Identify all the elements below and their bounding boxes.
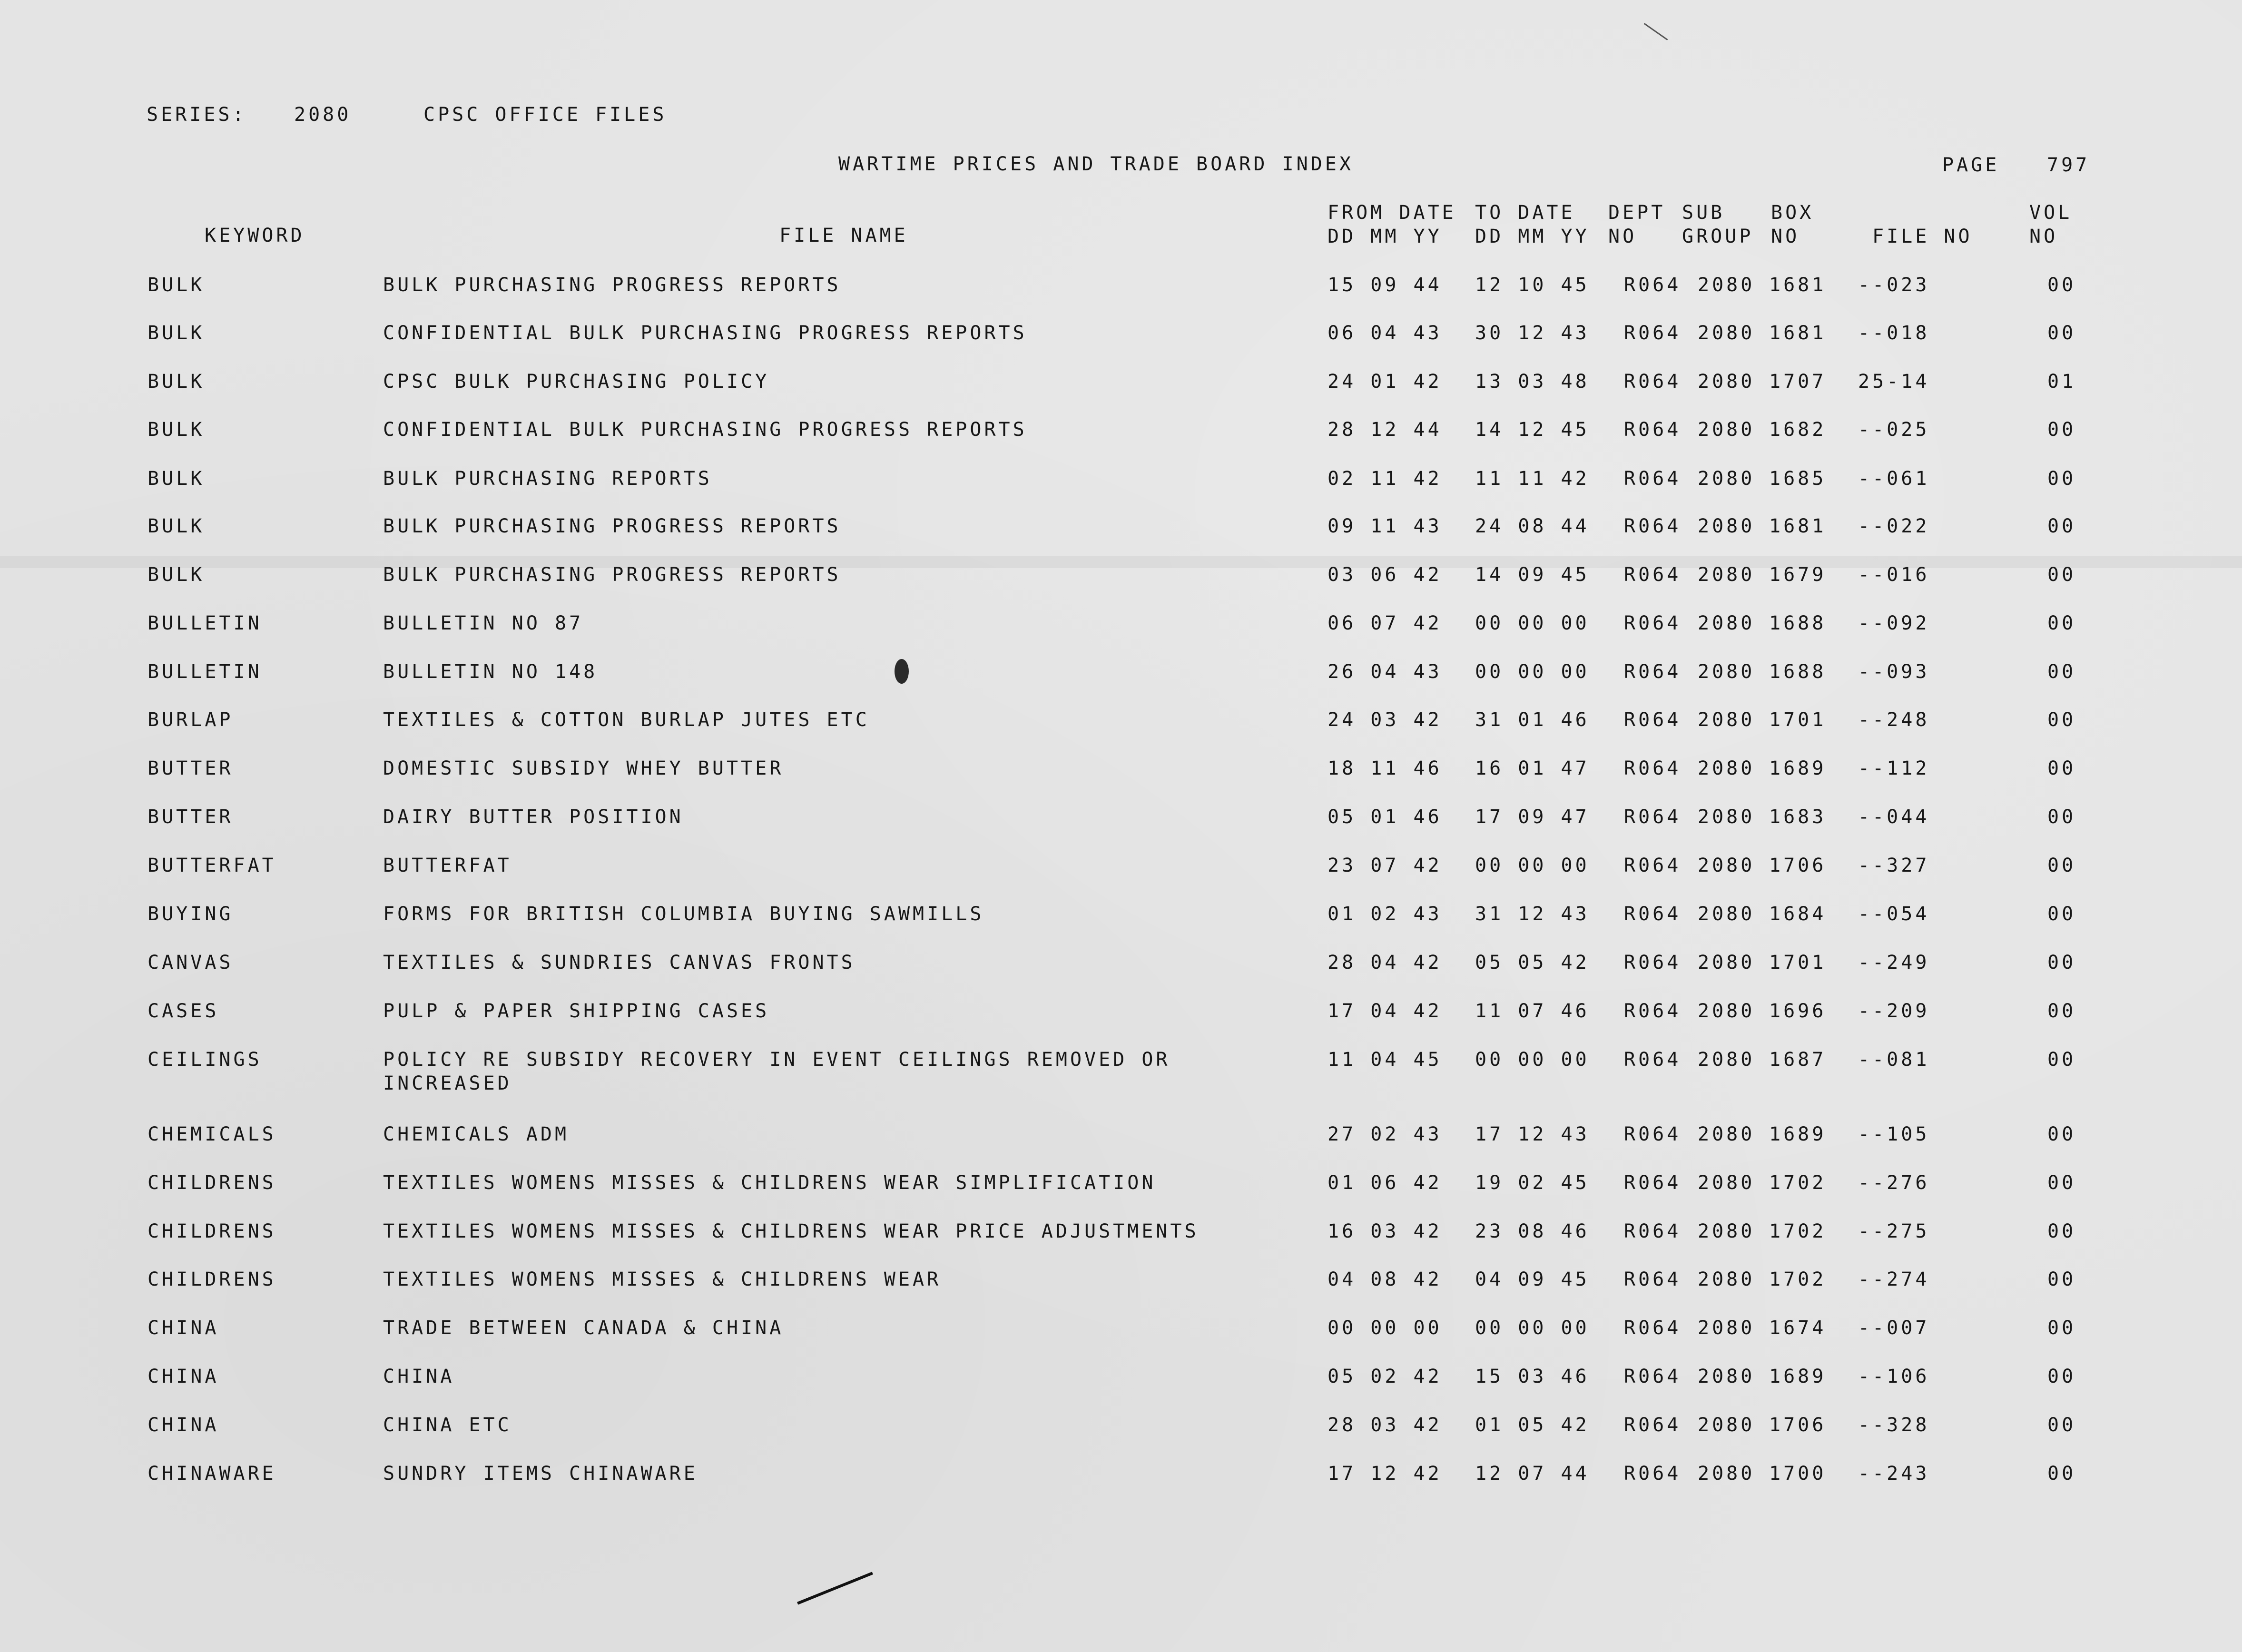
from-date-cell: 09 11 43 (1328, 515, 1442, 537)
group-cell: 2080 (1698, 1366, 1755, 1387)
keyword-cell: CHINAWARE (148, 1463, 276, 1485)
from-date-cell: 17 12 42 (1328, 1463, 1442, 1485)
file-no-cell: --328 (1858, 1414, 1930, 1436)
series-number: 2080 (294, 104, 352, 126)
from-date-cell: 28 12 44 (1328, 419, 1442, 441)
to-date-cell: 11 11 42 (1475, 468, 1590, 490)
vol-cell: 00 (2047, 274, 2076, 296)
file-name-cell: TEXTILES WOMENS MISSES & CHILDRENS WEAR SIMPLIFICATION (383, 1172, 1156, 1194)
file-no-cell: --248 (1858, 709, 1930, 731)
keyword-cell: BULLETIN (148, 612, 262, 634)
from-date-cell: 28 04 42 (1328, 952, 1442, 974)
table-row (0, 855, 2242, 902)
vol-cell: 00 (2047, 1220, 2076, 1242)
page-number: 797 (2047, 154, 2090, 176)
group-cell: 2080 (1698, 274, 1755, 296)
series-label: SERIES: (147, 104, 247, 126)
header-dept: DEPT (1608, 202, 1666, 224)
table-row (0, 564, 2242, 611)
keyword-cell: BURLAP (148, 709, 234, 731)
dept-cell: R064 (1624, 903, 1682, 925)
group-cell: 2080 (1698, 1220, 1755, 1242)
to-date-cell: 19 02 45 (1475, 1172, 1590, 1194)
file-no-cell: --105 (1858, 1123, 1930, 1145)
dept-cell: R064 (1624, 1123, 1682, 1145)
file-no-cell: --007 (1858, 1317, 1930, 1339)
keyword-cell: CHEMICALS (148, 1123, 276, 1145)
group-cell: 2080 (1698, 903, 1755, 925)
box-cell: 1681 (1769, 274, 1827, 296)
group-cell: 2080 (1698, 1049, 1755, 1071)
keyword-cell: CHINA (148, 1366, 219, 1387)
group-cell: 2080 (1698, 1123, 1755, 1145)
to-date-cell: 30 12 43 (1475, 322, 1590, 344)
keyword-cell: CHILDRENS (148, 1172, 276, 1194)
box-cell: 1684 (1769, 903, 1827, 925)
dept-cell: R064 (1624, 419, 1682, 441)
file-no-cell: --276 (1858, 1172, 1930, 1194)
dept-cell: R064 (1624, 564, 1682, 586)
vol-cell: 00 (2047, 661, 2076, 683)
to-date-cell: 14 12 45 (1475, 419, 1590, 441)
dept-cell: R064 (1624, 322, 1682, 344)
vol-cell: 00 (2047, 903, 2076, 925)
vol-cell: 00 (2047, 806, 2076, 828)
file-no-cell: --044 (1858, 806, 1930, 828)
file-name-cell: CONFIDENTIAL BULK PURCHASING PROGRESS REPORTS (383, 322, 1027, 344)
file-name-cell: DOMESTIC SUBSIDY WHEY BUTTER (383, 757, 784, 779)
dept-cell: R064 (1624, 1414, 1682, 1436)
to-date-cell: 16 01 47 (1475, 757, 1590, 779)
group-cell: 2080 (1698, 661, 1755, 683)
dept-cell: R064 (1624, 1049, 1682, 1071)
group-cell: 2080 (1698, 952, 1755, 974)
header-from-date: FROM DATE (1328, 202, 1456, 224)
group-cell: 2080 (1698, 806, 1755, 828)
table-row (0, 1049, 2242, 1120)
header-file-no: FILE NO (1872, 226, 1973, 247)
dept-cell: R064 (1624, 1268, 1682, 1290)
keyword-cell: CANVAS (148, 952, 234, 974)
vol-cell: 00 (2047, 1172, 2076, 1194)
vol-cell: 00 (2047, 419, 2076, 441)
box-cell: 1683 (1769, 806, 1827, 828)
file-name-cell: TEXTILES & SUNDRIES CANVAS FRONTS (383, 952, 856, 974)
ink-blot (895, 659, 909, 684)
to-date-cell: 12 10 45 (1475, 274, 1590, 296)
table-row (0, 952, 2242, 999)
file-name-cell: TEXTILES WOMENS MISSES & CHILDRENS WEAR (383, 1268, 942, 1290)
to-date-cell: 24 08 44 (1475, 515, 1590, 537)
dept-cell: R064 (1624, 1366, 1682, 1387)
box-cell: 1702 (1769, 1220, 1827, 1242)
group-cell: 2080 (1698, 1317, 1755, 1339)
vol-cell: 00 (2047, 468, 2076, 490)
vol-cell: 00 (2047, 952, 2076, 974)
file-name-cell: BULK PURCHASING PROGRESS REPORTS (383, 515, 841, 537)
header-to-date: TO DATE (1475, 202, 1575, 224)
table-row (0, 709, 2242, 757)
group-cell: 2080 (1698, 564, 1755, 586)
group-cell: 2080 (1698, 515, 1755, 537)
from-date-cell: 18 11 46 (1328, 757, 1442, 779)
file-no-cell: --274 (1858, 1268, 1930, 1290)
file-name-cell: BUTTERFAT (383, 855, 512, 876)
vol-cell: 00 (2047, 1463, 2076, 1485)
file-name-cell: CHINA (383, 1366, 455, 1387)
keyword-cell: CEILINGS (148, 1049, 262, 1071)
vol-cell: 00 (2047, 1414, 2076, 1436)
box-cell: 1706 (1769, 855, 1827, 876)
file-no-cell: 25-14 (1858, 371, 1930, 393)
from-date-cell: 05 01 46 (1328, 806, 1442, 828)
dept-cell: R064 (1624, 612, 1682, 634)
table-row (0, 1000, 2242, 1048)
group-cell: 2080 (1698, 371, 1755, 393)
keyword-cell: BULK (148, 419, 205, 441)
from-date-cell: 01 02 43 (1328, 903, 1442, 925)
file-no-cell: --209 (1858, 1000, 1930, 1022)
table-row (0, 1414, 2242, 1462)
group-cell: 2080 (1698, 1463, 1755, 1485)
table-row (0, 757, 2242, 805)
vol-cell: 00 (2047, 515, 2076, 537)
keyword-cell: CHINA (148, 1317, 219, 1339)
box-cell: 1696 (1769, 1000, 1827, 1022)
box-cell: 1687 (1769, 1049, 1827, 1071)
dept-cell: R064 (1624, 371, 1682, 393)
file-no-cell: --025 (1858, 419, 1930, 441)
from-date-cell: 16 03 42 (1328, 1220, 1442, 1242)
from-date-cell: 28 03 42 (1328, 1414, 1442, 1436)
keyword-cell: BUTTERFAT (148, 855, 276, 876)
table-row (0, 1268, 2242, 1316)
keyword-cell: BUYING (148, 903, 234, 925)
file-no-cell: --081 (1858, 1049, 1930, 1071)
dept-cell: R064 (1624, 468, 1682, 490)
header-to-dd-mm-yy: DD MM YY (1475, 226, 1590, 247)
table-row (0, 1366, 2242, 1413)
keyword-cell: BULK (148, 322, 205, 344)
group-cell: 2080 (1698, 709, 1755, 731)
header-vol: VOL (2029, 202, 2073, 224)
keyword-cell: BULK (148, 564, 205, 586)
box-cell: 1689 (1769, 1123, 1827, 1145)
table-row (0, 1317, 2242, 1365)
dept-cell: R064 (1624, 855, 1682, 876)
file-name-cell: CPSC BULK PURCHASING POLICY (383, 371, 770, 393)
dept-cell: R064 (1624, 1220, 1682, 1242)
to-date-cell: 04 09 45 (1475, 1268, 1590, 1290)
keyword-cell: BULLETIN (148, 661, 262, 683)
group-cell: 2080 (1698, 612, 1755, 634)
table-row (0, 468, 2242, 515)
file-name-cell: PULP & PAPER SHIPPING CASES (383, 1000, 770, 1022)
dept-cell: R064 (1624, 1172, 1682, 1194)
file-name-cell: BULK PURCHASING PROGRESS REPORTS (383, 274, 841, 296)
dept-cell: R064 (1624, 952, 1682, 974)
file-name-cell: BULK PURCHASING PROGRESS REPORTS (383, 564, 841, 586)
box-cell: 1685 (1769, 468, 1827, 490)
index-title: WARTIME PRICES AND TRADE BOARD INDEX (838, 153, 1354, 175)
from-date-cell: 03 06 42 (1328, 564, 1442, 586)
keyword-cell: CASES (148, 1000, 219, 1022)
from-date-cell: 24 03 42 (1328, 709, 1442, 731)
from-date-cell: 24 01 42 (1328, 371, 1442, 393)
file-no-cell: --061 (1858, 468, 1930, 490)
file-no-cell: --023 (1858, 274, 1930, 296)
vol-cell: 00 (2047, 855, 2076, 876)
table-row (0, 1123, 2242, 1171)
box-cell: 1702 (1769, 1172, 1827, 1194)
to-date-cell: 31 12 43 (1475, 903, 1590, 925)
header-sub: SUB (1682, 202, 1725, 224)
from-date-cell: 06 07 42 (1328, 612, 1442, 634)
table-row (0, 1172, 2242, 1219)
table-row (0, 612, 2242, 660)
file-name-cell: POLICY RE SUBSIDY RECOVERY IN EVENT CEILINGS REMOVED OR (383, 1049, 1170, 1071)
vol-cell: 00 (2047, 564, 2076, 586)
box-cell: 1682 (1769, 419, 1827, 441)
to-date-cell: 00 00 00 (1475, 661, 1590, 683)
box-cell: 1706 (1769, 1414, 1827, 1436)
file-name-cell: SUNDRY ITEMS CHINAWARE (383, 1463, 698, 1485)
group-cell: 2080 (1698, 855, 1755, 876)
keyword-cell: BULK (148, 274, 205, 296)
page-label: PAGE (1942, 154, 2000, 176)
series-name: CPSC OFFICE FILES (423, 104, 667, 126)
box-cell: 1689 (1769, 757, 1827, 779)
file-no-cell: --106 (1858, 1366, 1930, 1387)
vol-cell: 00 (2047, 322, 2076, 344)
keyword-cell: BUTTER (148, 806, 234, 828)
box-cell: 1688 (1769, 661, 1827, 683)
file-name-cell: BULK PURCHASING REPORTS (383, 468, 712, 490)
box-cell: 1689 (1769, 1366, 1827, 1387)
to-date-cell: 31 01 46 (1475, 709, 1590, 731)
dept-cell: R064 (1624, 806, 1682, 828)
to-date-cell: 01 05 42 (1475, 1414, 1590, 1436)
group-cell: 2080 (1698, 322, 1755, 344)
from-date-cell: 27 02 43 (1328, 1123, 1442, 1145)
box-cell: 1702 (1769, 1268, 1827, 1290)
from-date-cell: 23 07 42 (1328, 855, 1442, 876)
file-no-cell: --022 (1858, 515, 1930, 537)
to-date-cell: 00 00 00 (1475, 1049, 1590, 1071)
header-keyword: KEYWORD (205, 225, 305, 246)
file-no-cell: --112 (1858, 757, 1930, 779)
box-cell: 1674 (1769, 1317, 1827, 1339)
to-date-cell: 23 08 46 (1475, 1220, 1590, 1242)
box-cell: 1701 (1769, 952, 1827, 974)
table-row (0, 661, 2242, 708)
file-name-cell: DAIRY BUTTER POSITION (383, 806, 684, 828)
header-vol-no: NO (2029, 226, 2058, 247)
table-row (0, 1463, 2242, 1510)
box-cell: 1679 (1769, 564, 1827, 586)
table-row (0, 903, 2242, 951)
group-cell: 2080 (1698, 757, 1755, 779)
group-cell: 2080 (1698, 1172, 1755, 1194)
header-file-name: FILE NAME (779, 225, 908, 246)
file-name-cell: BULLETIN NO 148 (383, 661, 598, 683)
table-row (0, 419, 2242, 466)
table-row (0, 1220, 2242, 1268)
box-cell: 1700 (1769, 1463, 1827, 1485)
box-cell: 1681 (1769, 515, 1827, 537)
file-no-cell: --249 (1858, 952, 1930, 974)
file-no-cell: --243 (1858, 1463, 1930, 1485)
dept-cell: R064 (1624, 1463, 1682, 1485)
from-date-cell: 17 04 42 (1328, 1000, 1442, 1022)
from-date-cell: 05 02 42 (1328, 1366, 1442, 1387)
keyword-cell: BUTTER (148, 757, 234, 779)
vol-cell: 00 (2047, 1123, 2076, 1145)
file-name-cell: TEXTILES & COTTON BURLAP JUTES ETC (383, 709, 870, 731)
file-name-cell: TRADE BETWEEN CANADA & CHINA (383, 1317, 784, 1339)
table-row (0, 322, 2242, 370)
to-date-cell: 05 05 42 (1475, 952, 1590, 974)
from-date-cell: 26 04 43 (1328, 661, 1442, 683)
vol-cell: 00 (2047, 1049, 2076, 1071)
file-no-cell: --275 (1858, 1220, 1930, 1242)
vol-cell: 00 (2047, 1000, 2076, 1022)
keyword-cell: BULK (148, 515, 205, 537)
file-name-continuation-cell: INCREASED (383, 1072, 512, 1094)
group-cell: 2080 (1698, 419, 1755, 441)
from-date-cell: 15 09 44 (1328, 274, 1442, 296)
box-cell: 1701 (1769, 709, 1827, 731)
dept-cell: R064 (1624, 757, 1682, 779)
file-no-cell: --093 (1858, 661, 1930, 683)
to-date-cell: 14 09 45 (1475, 564, 1590, 586)
keyword-cell: BULK (148, 468, 205, 490)
vol-cell: 00 (2047, 709, 2076, 731)
dept-cell: R064 (1624, 515, 1682, 537)
vol-cell: 00 (2047, 612, 2076, 634)
to-date-cell: 00 00 00 (1475, 855, 1590, 876)
film-streak (0, 556, 2242, 568)
file-no-cell: --018 (1858, 322, 1930, 344)
to-date-cell: 17 12 43 (1475, 1123, 1590, 1145)
from-date-cell: 00 00 00 (1328, 1317, 1442, 1339)
film-scratch (1644, 23, 1668, 40)
keyword-cell: BULK (148, 371, 205, 393)
vol-cell: 01 (2047, 371, 2076, 393)
from-date-cell: 04 08 42 (1328, 1268, 1442, 1290)
group-cell: 2080 (1698, 468, 1755, 490)
to-date-cell: 00 00 00 (1475, 612, 1590, 634)
table-row (0, 371, 2242, 418)
dept-cell: R064 (1624, 1317, 1682, 1339)
file-no-cell: --054 (1858, 903, 1930, 925)
file-name-cell: CONFIDENTIAL BULK PURCHASING PROGRESS REPORTS (383, 419, 1027, 441)
group-cell: 2080 (1698, 1414, 1755, 1436)
dept-cell: R064 (1624, 274, 1682, 296)
to-date-cell: 11 07 46 (1475, 1000, 1590, 1022)
from-date-cell: 06 04 43 (1328, 322, 1442, 344)
file-name-cell: FORMS FOR BRITISH COLUMBIA BUYING SAWMILLS (383, 903, 984, 925)
table-row (0, 806, 2242, 854)
file-name-cell: TEXTILES WOMENS MISSES & CHILDRENS WEAR PRICE ADJUSTMENTS (383, 1220, 1199, 1242)
table-row (0, 274, 2242, 322)
group-cell: 2080 (1698, 1000, 1755, 1022)
file-no-cell: --092 (1858, 612, 1930, 634)
box-cell: 1707 (1769, 371, 1827, 393)
file-name-cell: CHINA ETC (383, 1414, 512, 1436)
vol-cell: 00 (2047, 1268, 2076, 1290)
dept-cell: R064 (1624, 1000, 1682, 1022)
to-date-cell: 15 03 46 (1475, 1366, 1590, 1387)
dept-cell: R064 (1624, 709, 1682, 731)
group-cell: 2080 (1698, 1268, 1755, 1290)
pen-stroke (797, 1572, 873, 1604)
box-cell: 1688 (1769, 612, 1827, 634)
vol-cell: 00 (2047, 1317, 2076, 1339)
to-date-cell: 13 03 48 (1475, 371, 1590, 393)
header-box-no: NO (1771, 226, 1800, 247)
to-date-cell: 12 07 44 (1475, 1463, 1590, 1485)
file-no-cell: --016 (1858, 564, 1930, 586)
file-name-cell: BULLETIN NO 87 (383, 612, 584, 634)
header-from-dd-mm-yy: DD MM YY (1328, 226, 1442, 247)
dept-cell: R064 (1624, 661, 1682, 683)
from-date-cell: 02 11 42 (1328, 468, 1442, 490)
header-box: BOX (1771, 202, 1814, 224)
from-date-cell: 11 04 45 (1328, 1049, 1442, 1071)
keyword-cell: CHILDRENS (148, 1268, 276, 1290)
vol-cell: 00 (2047, 757, 2076, 779)
file-name-cell: CHEMICALS ADM (383, 1123, 570, 1145)
keyword-cell: CHILDRENS (148, 1220, 276, 1242)
file-no-cell: --327 (1858, 855, 1930, 876)
vol-cell: 00 (2047, 1366, 2076, 1387)
to-date-cell: 00 00 00 (1475, 1317, 1590, 1339)
header-group: GROUP (1682, 226, 1754, 247)
header-dept-no: NO (1608, 226, 1637, 247)
box-cell: 1681 (1769, 322, 1827, 344)
to-date-cell: 17 09 47 (1475, 806, 1590, 828)
keyword-cell: CHINA (148, 1414, 219, 1436)
from-date-cell: 01 06 42 (1328, 1172, 1442, 1194)
